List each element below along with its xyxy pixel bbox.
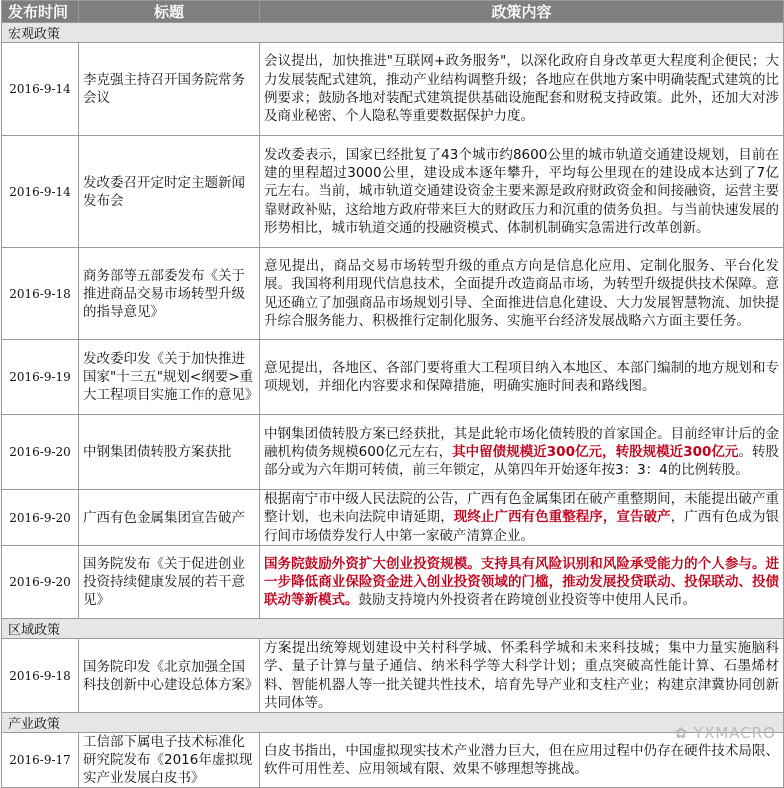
row-content: 意见提出，各地区、各部门要将重大工程项目纳入本地区、本部门编制的地方规划和专项规划，并细化内容要求和保障措施，明确实施时间表和路线图。 <box>260 340 784 415</box>
row-date: 2016-9-20 <box>2 546 79 619</box>
table-row <box>2 639 784 713</box>
table-row <box>2 415 784 490</box>
row-date: 2016-9-20 <box>2 490 79 546</box>
header-content: 政策内容 <box>260 1 784 23</box>
table-row <box>2 490 784 546</box>
table-row <box>2 43 784 136</box>
table-row <box>2 546 784 619</box>
section-row-regional <box>2 619 784 639</box>
section-label-macro: 宏观政策 <box>2 23 784 43</box>
row-title: 商务部等五部委发布《关于推进商品交易市场转型升级的指导意见》 <box>79 248 260 340</box>
table-header-row <box>2 1 784 23</box>
row-content: 白皮书指出，中国虚拟现实技术产业潜力巨大，但在应用过程中仍存在硬件技术局限、软件可用性差、应用领域有限、效果不够理想等挑战。 <box>260 733 784 788</box>
row-date: 2016-9-19 <box>2 340 79 415</box>
highlight-text: 其中留债规模近300亿元，转股规模近300亿元 <box>452 444 738 460</box>
policy-table <box>1 0 784 788</box>
row-content <box>260 490 784 546</box>
row-title: 工信部下属电子技术标准化研究院发布《2016年虚拟现实产业发展白皮书》 <box>79 733 260 788</box>
content-text: ，广西有色成为银行间市场债券发行人中第一家破产清算企业。 <box>264 509 779 543</box>
row-date: 2016-9-18 <box>2 248 79 340</box>
row-date: 2016-9-18 <box>2 639 79 713</box>
row-content: 方案提出统筹规划建设中关村科学城、怀柔科学城和未来科技城；集中力量实施脑科学、量子计算与量子通信、纳米科学等大科学计划；重点突破高性能计算、石墨烯材料、智能机器人等一批关键共性技术，培育先导产业和支柱产业；构建京津冀协同创新共同体等。 <box>260 639 784 713</box>
content-text: 根据南宁市中级人民法院的公告，广西有色金属集团在破产重整期间，未能提出破产重整计划，也未向法院申请延期， <box>264 491 779 525</box>
section-row-industry <box>2 713 784 733</box>
row-title: 中钢集团债转股方案获批 <box>79 415 260 490</box>
content-text: 鼓励支持境内外投资者在跨境创业投资等中使用人民币。 <box>359 592 697 608</box>
header-date: 发布时间 <box>2 1 79 23</box>
row-title: 李克强主持召开国务院常务会议 <box>79 43 260 136</box>
highlight-text: 现终止广西有色重整程序，宣告破产 <box>454 509 671 525</box>
highlight-text: 国务院鼓励外资扩大创业投资规模。支持具有风险识别和风险承受能力的个人参与。进一步降低商业保险资金进入创业投资领域的门槛，推动发展投贷联动、投保联动、投债联动等新模式。 <box>264 556 779 609</box>
row-content: 会议提出，加快推进"互联网+政务服务"，以深化政府自身改革更大程度利企便民；大力发展装配式建筑，推动产业结构调整升级；各地应在供地方案中明确装配式建筑的比例要求；鼓励各地对装配式建筑提供基础设施配套和财税支持政策。此外，还加大对涉及商业秘密、个人隐私等重要数据保护力度。 <box>260 43 784 136</box>
row-content <box>260 546 784 619</box>
row-content <box>260 415 784 490</box>
row-date: 2016-9-17 <box>2 733 79 788</box>
table-row <box>2 340 784 415</box>
table-row <box>2 248 784 340</box>
row-title: 国务院印发《北京加强全国科技创新中心建设总体方案》 <box>79 639 260 713</box>
table-row <box>2 136 784 248</box>
table-row <box>2 733 784 788</box>
row-content: 发改委表示，国家已经批复了43个城市约8600公里的城市轨道交通建设规划，目前在建的里程超过3000公里，建设成本逐年攀升，平均每公里现在的建设成本达到了7亿元左右。当前，城市轨道交通建设资金主要来源是政府财政资金和间接融资，运营主要靠财政补贴，这给地方政府带来巨大的财政压力和沉重的债务负担。与当前快速发展的形势相比，城市轨道交通的投融资模式、体制机制确实急需进行改革创新。 <box>260 136 784 248</box>
row-date: 2016-9-14 <box>2 136 79 248</box>
row-date: 2016-9-20 <box>2 415 79 490</box>
content-text: 中钢集团债转股方案已经获批，其是此轮市场化债转股的首家国企。目前经审计后的金融机构债务规模600亿元左右， <box>264 426 779 460</box>
row-title: 国务院发布《关于促进创业投资持续健康发展的若干意见》 <box>79 546 260 619</box>
row-content: 意见提出，商品交易市场转型升级的重点方向是信息化应用、定制化服务、平台化发展。我国将利用现代信息技术，全面提升改造商品市场，为转型升级提供技术保障。意见还确立了加强商品市场规划引导、全面推进信息化建设、大力发展智慧物流、加快提升综合服务能力、积极推行定制化服务、实施平台经济发展战略六方面主要任务。 <box>260 248 784 340</box>
row-date: 2016-9-14 <box>2 43 79 136</box>
content-text: 。转股部分或为六年期可转债，前三年锁定，从第四年开始逐年按3：3：4的比例转股。 <box>264 444 779 478</box>
watermark-text: YXMACRO <box>694 724 776 742</box>
watermark-logo <box>675 724 776 742</box>
header-title: 标题 <box>79 1 260 23</box>
row-title: 广西有色金属集团宣告破产 <box>79 490 260 546</box>
section-label-industry: 产业政策 <box>2 713 784 733</box>
row-title: 发改委印发《关于加快推进国家"十三五"规划<纲要>重大工程项目实施工作的意见》 <box>79 340 260 415</box>
wechat-icon: ✿ <box>675 724 689 742</box>
row-title: 发改委召开定时定主题新闻发布会 <box>79 136 260 248</box>
section-row-macro <box>2 23 784 43</box>
section-label-regional: 区域政策 <box>2 619 784 639</box>
